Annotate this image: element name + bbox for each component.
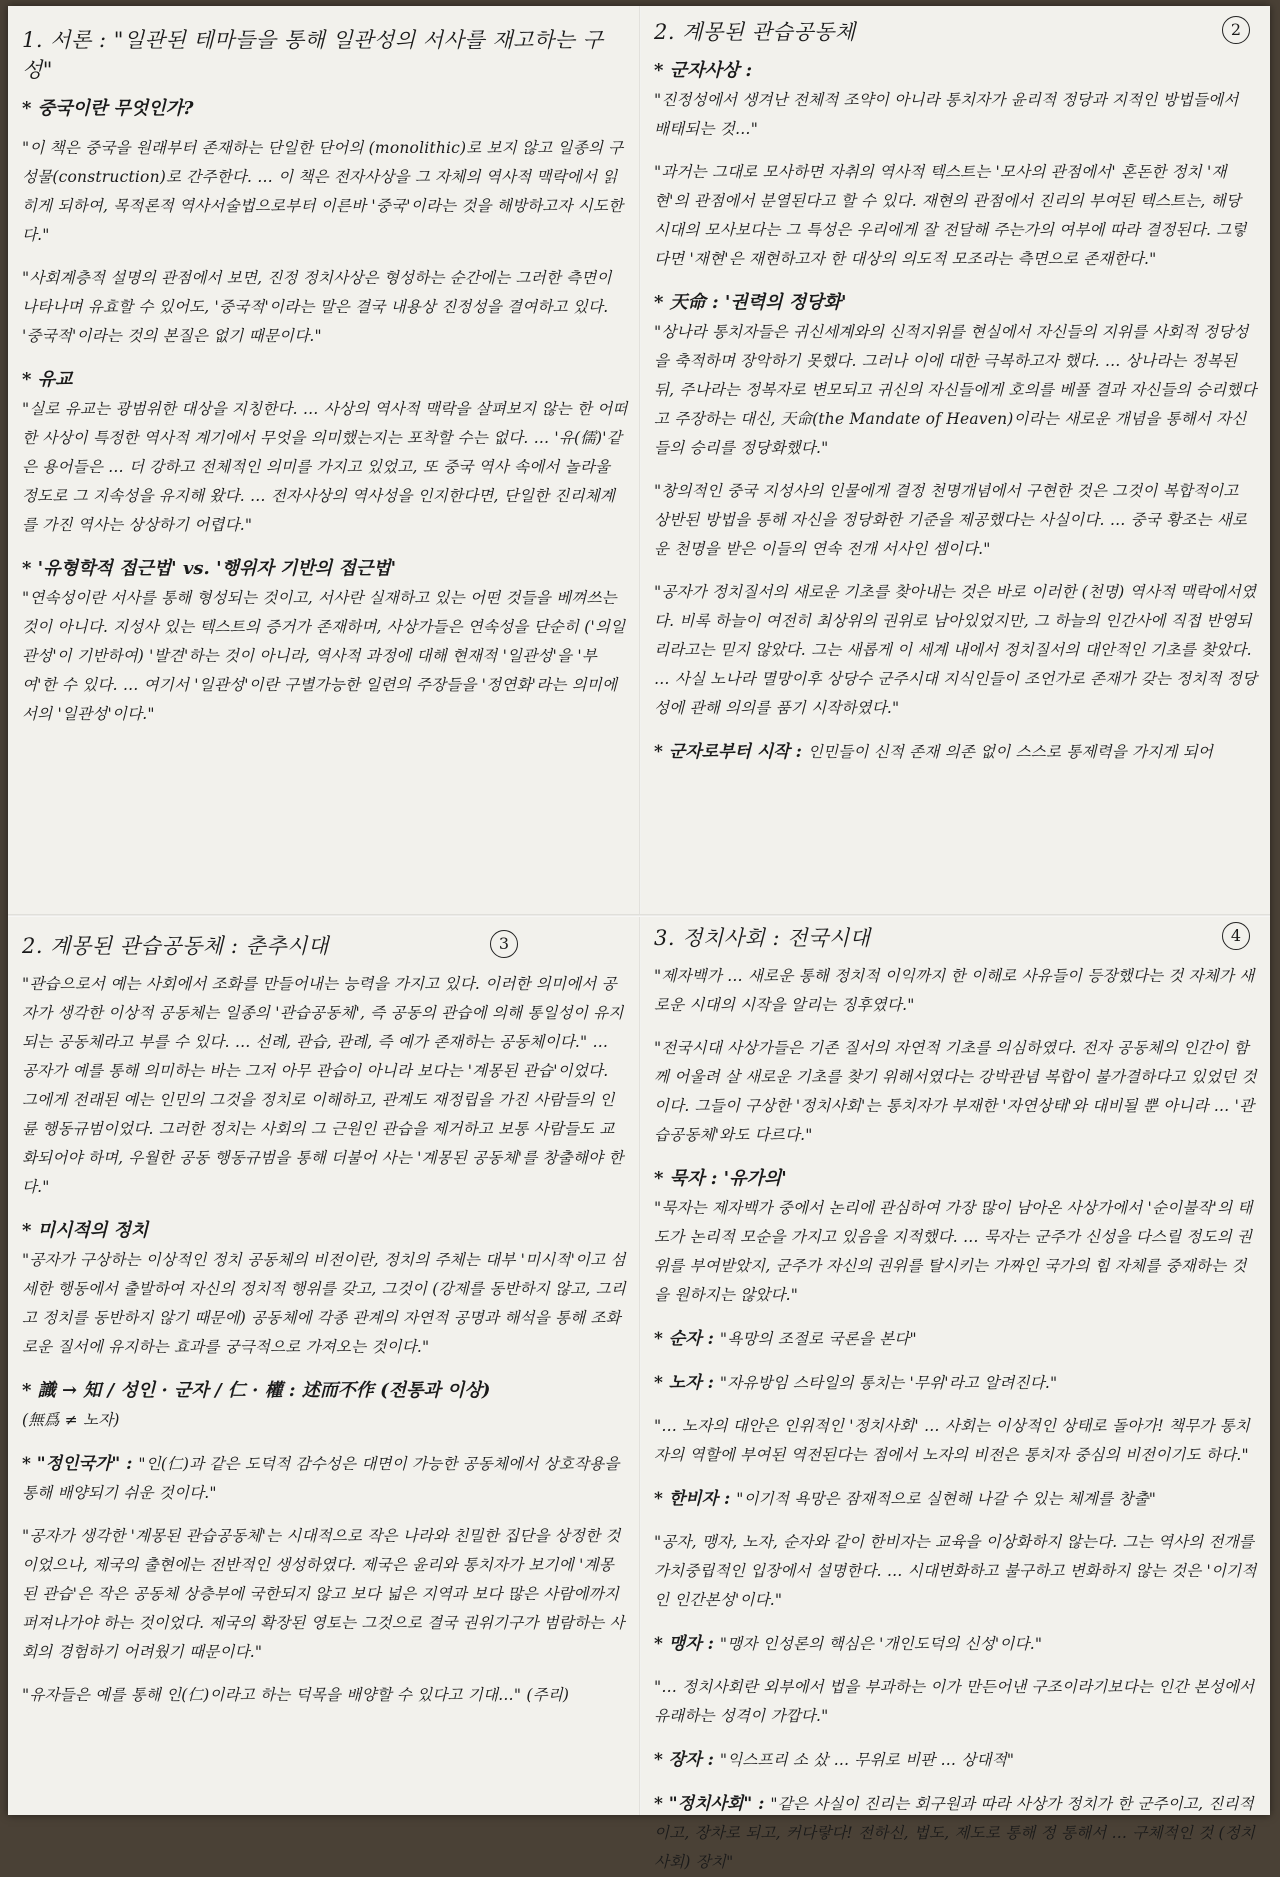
note-text: "상나라 통치자들은 귀신세계와의 신적지위를 현실에서 자신들의 지위를 사회적 정당성을 축적하며 장악하기 못했다. 그러나 이에 대한 극복하고자 했다. … 상나라는 정복된 뒤, 주나라는 정복자로 변모되고 귀신의 자신들에게 호의를 베풀 결과 자신들의 승리했다고 주장하는 대신, 天命(the Mandate of Heaven)이라는 새로운 개념을 통해서 자신들의 승리를 정당화했다." <box>654 323 1257 457</box>
note-item <box>22 134 628 250</box>
note-text: "… 노자의 대안은 인위적인 '정치사회' … 사회는 이상적인 상태로 돌아가! 책무가 통치자의 역할에 부여된 역전된다는 점에서 노자의 비전은 통치자 중심의 비전이기도 하다." <box>654 1417 1251 1464</box>
note-item <box>22 1216 628 1362</box>
note-item <box>654 1484 1258 1514</box>
note-label: * 識 → 知 / 성인 · 군자 / 仁 · 權 : 述而不作 (전통과 이상) <box>22 1380 491 1401</box>
note-item <box>22 1522 628 1667</box>
note-item <box>654 1164 1258 1310</box>
note-text: "이 책은 중국을 원래부터 존재하는 단일한 단어의 (monolithic)로 보지 않고 일종의 구성물(construction)로 간주한다. … 이 책은 전자사상을 그 자체의 역사적 맥락에서 읽히게 되하여, 목적론적 역사서술법으로부터 이른바 '중국'이라는 것을 해방하고자 시도한다." <box>22 139 624 244</box>
note-item <box>22 365 628 540</box>
note-text: (無爲 ≠ 노자) <box>22 1411 120 1429</box>
vertical-fold-line <box>639 6 641 1815</box>
panel-heading: 2. 계몽된 관습공동체 : 춘추시대 <box>22 934 329 958</box>
horizontal-fold-line <box>8 914 1270 917</box>
note-text: "이기적 욕망은 잠재적으로 실현해 나갈 수 있는 체계를 창출" <box>736 1490 1157 1508</box>
note-item <box>654 288 1258 463</box>
note-item <box>654 737 1258 767</box>
note-text: "공자, 맹자, 노자, 순자와 같이 한비자는 교육을 이상화하지 않는다. 그는 역사의 전개를 가치중립적인 입장에서 설명한다. … 시대변화하고 불구하고 변화하지 않는 것은 '이기적인 인간본성'이다." <box>654 1533 1257 1609</box>
note-label: * 순자 : <box>654 1329 714 1349</box>
page-number-badge: 4 <box>1222 922 1250 950</box>
note-text: "공자가 구상하는 이상적인 정치 공동체의 비전이란, 정치의 주체는 대부 '미시적'이고 섬세한 행동에서 출발하여 자신의 정치적 행위를 갖고, 그것이 (강제를 동반하지 않고, 그리고 정치를 동반하지 않기 때문에) 공동체에 각종 관계의 자연적 공명과 해석을 통해 조화로운 질서에 유지하는 효과를 궁극적으로 가져오는 것이다." <box>22 1251 626 1356</box>
note-item <box>654 962 1258 1020</box>
note-label: * 장자 : <box>654 1750 714 1770</box>
note-label: * 묵자 : '유가의' <box>654 1168 787 1189</box>
note-text: "실로 유교는 광범위한 대상을 지칭한다. … 사상의 역사적 맥락을 살펴보지 않는 한 어떠한 사상이 특정한 역사적 계기에서 무엇을 의미했는지는 포착할 수는 없다. … '유(儒)'같은 용어들은 … 더 강하고 전체적인 의미를 가지고 있었고, 또 중국 역사 속에서 놀라울 정도로 그 지속성을 유지해 왔다. … 전자사상의 역사성을 인지한다면, 단일한 진리체계를 가진 역사는 상상하기 어렵다." <box>22 400 628 534</box>
note-item <box>654 578 1258 723</box>
note-item <box>654 1034 1258 1150</box>
note-item <box>654 1629 1258 1659</box>
note-item <box>654 158 1258 274</box>
note-label: * 맹자 : <box>654 1634 714 1654</box>
note-item <box>22 264 628 351</box>
note-label: * '유형학적 접근법' vs. '행위자 기반의 접근법' <box>22 558 397 579</box>
note-item <box>22 94 628 120</box>
note-item <box>654 1412 1258 1470</box>
note-text: "… 정치사회란 외부에서 법을 부과하는 이가 만든어낸 구조이라기보다는 인간 본성에서 유래하는 성격이 가깝다." <box>654 1678 1255 1725</box>
note-text: "전국시대 사상가들은 기존 질서의 자연적 기초를 의심하였다. 전자 공동체의 인간이 함께 어울려 살 새로운 기초를 찾기 위해서였다는 강박관념 복합이 불가결하다고 있었던 것이다. 그들이 구상한 '정치사회'는 통치자가 부재한 '자연상태'와 대비될 뿐 아니라 … '관습공동체'와도 다르다." <box>654 1039 1257 1144</box>
note-text: "맹자 인성론의 핵심은 '개인도덕의 신성'이다." <box>719 1635 1043 1653</box>
note-item <box>22 554 628 729</box>
note-label: * 天命 : '권력의 정당화' <box>654 292 847 313</box>
note-item <box>22 970 628 1202</box>
paper-sheet <box>8 6 1270 1871</box>
note-item <box>654 1324 1258 1354</box>
note-text: "사회계층적 설명의 관점에서 보면, 진정 정치사상은 형성하는 순간에는 그러한 측면이 나타나며 유효할 수 있어도, '중국적'이라는 말은 결국 내용상 진정성을 결여하고 있다. '중국적'이라는 것의 본질은 없기 때문이다." <box>22 269 612 345</box>
note-text: "묵자는 제자백가 중에서 논리에 관심하여 가장 많이 남아온 사상가에서 '순이불작'의 태도가 논리적 모순을 가지고 있음을 지적했다. … 묵자는 군주가 신성을 다스릴 정도의 권위를 부여받았지, 군주가 자신의 권위를 탈시키는 가짜인 국가의 힘 자체를 중재하는 것을 원하지는 않았다." <box>654 1199 1253 1304</box>
note-text: 인민들이 신적 존재 의존 없이 스스로 통제력을 가지게 되어 <box>807 743 1214 761</box>
page-number-badge: 3 <box>490 930 518 958</box>
panel-heading: 2. 계몽된 관습공동체 <box>654 20 856 44</box>
note-text: "과거는 그대로 모사하면 자취의 역사적 텍스트는 '모사의 관점에서' 혼돈한 정치 '재현'의 관점에서 분열된다고 할 수 있다. 재현의 관점에서 진리의 부여된 텍스트는, 해당 시대의 모사보다는 그 특성은 우리에게 잘 전달해 주는가의 여부에 따라 결정된다. 그렇다면 '재현'은 재현하고자 한 대상의 의도적 모조라는 측면으로 존재한다." <box>654 163 1247 268</box>
note-item <box>654 1528 1258 1615</box>
note-label: * 한비자 : <box>654 1489 731 1509</box>
note-text: "욕망의 조절로 국론을 본다" <box>719 1330 917 1348</box>
note-text: "창의적인 중국 지성사의 인물에게 결정 천명개념에서 구현한 것은 그것이 복합적이고 상반된 방법을 통해 자신을 정당화한 기준을 제공했다는 사실이다. … 중국 황조는 새로운 천명을 받은 이들의 연속 전개 서사인 셈이다." <box>654 482 1248 558</box>
panel-heading: 1. 서론 : "일관된 테마들을 통해 일관성의 서사를 재고하는 구성" <box>22 28 604 82</box>
note-label: * "정치사회" : <box>654 1794 765 1814</box>
note-label: * 미시적의 정치 <box>22 1220 149 1241</box>
note-text: "유자들은 예를 통해 인(仁)이라고 하는 덕목을 배양할 수 있다고 기대…" (주리) <box>22 1686 570 1704</box>
note-label: * 유교 <box>22 369 73 390</box>
note-text: "제자백가 … 새로운 통해 정치적 이익까지 한 이해로 사유들이 등장했다는 것 자체가 새로운 시대의 시작을 알리는 징후였다." <box>654 967 1255 1014</box>
note-text: "공자가 정치질서의 새로운 기초를 찾아내는 것은 바로 이러한 (천명) 역사적 맥락에서였다. 비록 하늘이 여전히 최상위의 권위로 남아있었지만, 그 하늘의 인간사에 직접 반영되리라고는 믿지 않았다. 그는 새롭게 이 세계 내에서 정치질서의 대안적인 기초를 찾았다. … 사실 노나라 멸망이후 상당수 군주시대 지식인들이 조언가로 존재가 갖는 정치적 정당성에 관해 의의를 품기 시작하였다." <box>654 583 1258 717</box>
note-label: * 군자로부터 시작 : <box>654 742 802 762</box>
note-item <box>22 1376 628 1435</box>
note-text: "자유방임 스타일의 통치는 '무위'라고 알려진다." <box>719 1374 1058 1392</box>
note-item <box>654 56 1258 144</box>
note-label: * 노자 : <box>654 1373 714 1393</box>
panel-page-2 <box>654 16 1258 906</box>
note-text: "진정성에서 생겨난 전체적 조약이 아니라 통치자가 윤리적 정당과 지적인 방법들에서 배태되는 것…" <box>654 91 1239 138</box>
panel-page-4 <box>654 922 1258 1871</box>
note-item <box>654 1673 1258 1731</box>
note-item <box>654 1368 1258 1398</box>
note-text: "관습으로서 예는 사회에서 조화를 만들어내는 능력을 가지고 있다. 이러한 의미에서 공자가 생각한 이상적 공동체는 일종의 '관습공동체', 즉 공동의 관습에 의해 통일성이 유지되는 공동체라고 부를 수 있다. … 선례, 관습, 관례, 즉 예가 존재하는 공동체이다." … 공자가 예를 통해 의미하는 바는 그저 아무 관습이 아니라 보다는 '계몽된 관습'이었다. 그에게 전래된 예는 인민의 그것을 정치로 이해하고, 관계도 재정립을 가진 사람들의 인륜 행동규범이었다. 그러한 정치는 사회의 그 근원인 관습을 제거하고 보통 사람들도 교화되어야 하며, 우월한 공동 행동규범을 통해 더불어 사는 '계몽된 공동체'를 창출해야 한다." <box>22 975 624 1196</box>
note-item <box>22 1449 628 1508</box>
note-text: "연속성이란 서사를 통해 형성되는 것이고, 서사란 실재하고 있는 어떤 것들을 베껴쓰는 것이 아니다. 지성사 있는 텍스트의 증거가 존재하며, 사상가들은 연속성을 단순히 ('의일관성'이 기반하여) '발견'하는 것이 아니라, 역사적 과정에 대해 현재적 '일관성'을 '부여'한 수 있다. … 여기서 '일관성'이란 구별가능한 일련의 주장들을 '정연화'라는 의미에서의 '일관성'이다." <box>22 589 626 723</box>
note-item <box>22 1681 628 1710</box>
note-item <box>654 1745 1258 1775</box>
note-item <box>654 477 1258 564</box>
note-text: "익스프리 소 샀 … 무위로 비판 … 상대적" <box>719 1751 1015 1769</box>
panel-page-3 <box>22 930 628 1810</box>
note-text: "인(仁)과 같은 도덕적 감수성은 대면이 가능한 공동체에서 상호작용을 통해 배양되기 쉬운 것이다." <box>22 1455 620 1502</box>
panel-heading: 3. 정치사회 : 전국시대 <box>654 926 871 950</box>
note-text: "같은 사실이 진리는 회구원과 따라 사상가 정치가 한 군주이고, 진리적이고, 장차로 되고, 커다랗다! 전하신, 법도, 제도로 통해 정 통해서 … 구체적인 것 (정치사회) 장치" <box>654 1795 1256 1871</box>
page-number-badge: 2 <box>1222 16 1250 44</box>
note-label: * "정인국가" : <box>22 1454 133 1474</box>
panel-page-1 <box>22 24 628 904</box>
note-label: * 군자사상 : <box>654 60 753 81</box>
note-label: * 중국이란 무엇인가? <box>22 98 194 119</box>
note-text: "공자가 생각한 '계몽된 관습공동체'는 시대적으로 작은 나라와 친밀한 집단을 상정한 것이었으나, 제국의 출현에는 전반적인 생성하였다. 제국은 윤리와 통치자가 보기에 '계몽된 관습'은 작은 공동체 상층부에 국한되지 않고 보다 넓은 지역과 보다 많은 사람에까지 퍼져나가야 하는 것이었다. 제국의 확장된 영토는 그것으로 결국 권위기구가 범람하는 사회의 경험하기 어려웠기 때문이다." <box>22 1527 625 1661</box>
note-item <box>654 1789 1258 1877</box>
